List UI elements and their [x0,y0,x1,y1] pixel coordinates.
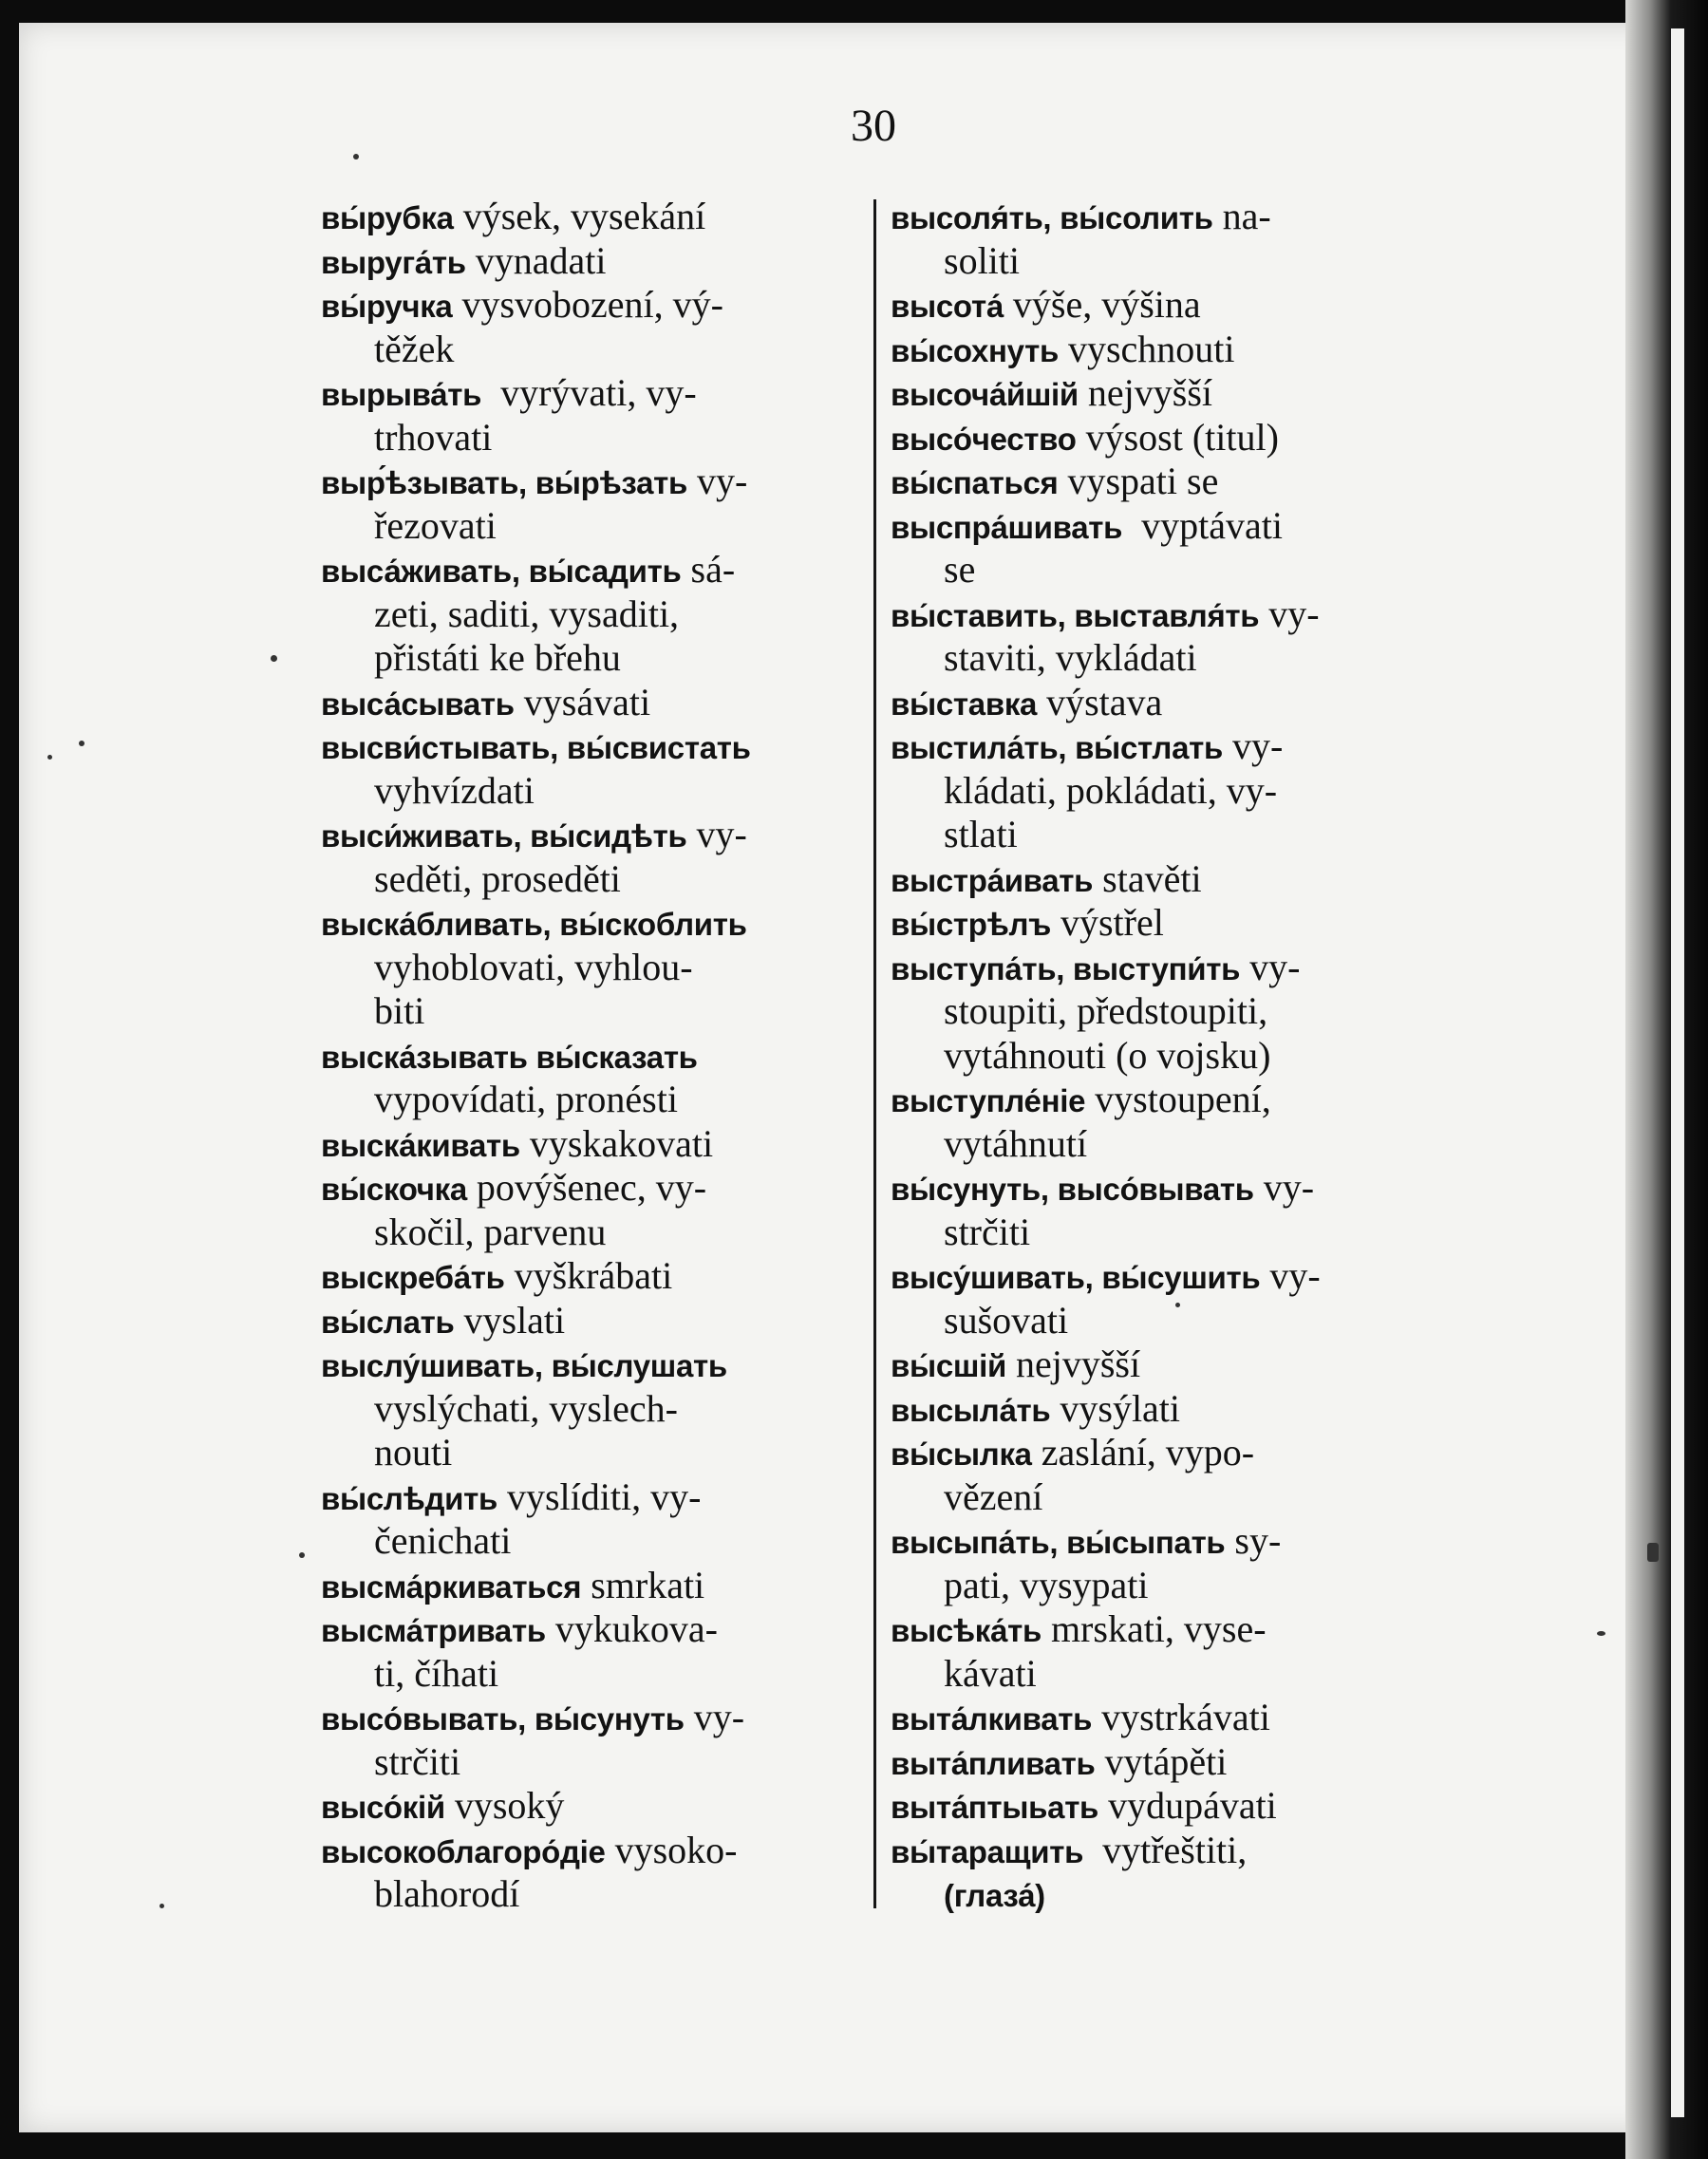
translation: vy- [686,813,747,855]
page-edge-shadow [1625,0,1708,2159]
dictionary-continuation-line [321,328,857,372]
dictionary-entry-line [891,1696,1427,1740]
headword: вырыва́ть [321,377,482,412]
headword: выстра́ивать [891,862,1094,898]
translation: vyskakovati [519,1121,714,1165]
dictionary-continuation-line [891,1564,1427,1608]
dictionary-entry-line [321,1122,857,1167]
dictionary-continuation-line [891,1034,1427,1079]
headword: высо́вывать, вы́сунуть [321,1701,685,1737]
translation: sá- [681,548,736,591]
dictionary-entry-line [891,195,1427,239]
print-speck [1175,1303,1180,1307]
translation: pati, vysypati [944,1563,1149,1606]
dictionary-continuation-line [891,989,1427,1034]
translation: vysoký [444,1784,565,1827]
translation: vyškrábati [504,1254,673,1297]
headword: (глаза́) [944,1878,1045,1913]
translation: zaslání, vypo- [1031,1431,1255,1474]
headword: вы́ставить, выставля́ть [891,597,1260,633]
headword: высма́тривать [321,1613,546,1648]
headword: вы́сылка [891,1436,1032,1472]
dictionary-continuation-line [891,636,1427,681]
dictionary-continuation-line [891,813,1427,857]
translation: vyschnouti [1058,327,1235,370]
dictionary-continuation-line [891,1122,1427,1167]
dictionary-entry-line [321,1784,857,1829]
headword: выступле́ніе [891,1083,1086,1118]
headword: выскреба́ть [321,1260,505,1295]
translation: smrkati [581,1563,705,1606]
headword: высу́шивать, вы́сушить [891,1260,1261,1295]
translation: vy- [686,460,748,502]
dictionary-entry-line [321,371,857,416]
translation: vypovídati, pronésti [374,1078,678,1120]
translation: seděti, proseděti [374,856,621,900]
column-divider [873,199,876,1908]
page-edge-strip [1671,28,1684,2117]
print-speck [299,1552,305,1558]
translation: vyhvízdati [374,768,535,812]
print-speck [1597,1631,1605,1636]
dictionary-continuation-line [891,1211,1427,1255]
dictionary-continuation-line [321,636,857,681]
translation: vyptávati [1122,503,1283,547]
translation: ti, číhati [374,1651,499,1695]
dictionary-entry-line [321,1607,857,1652]
translation: sy- [1225,1519,1282,1562]
translation: vydupávati [1098,1784,1277,1827]
dictionary-entry-line [321,1166,857,1211]
translation: blahorodí [374,1872,520,1915]
print-speck [1647,1543,1659,1562]
headword: высыпа́ть, вы́сыпать [891,1525,1226,1560]
dictionary-continuation-line [321,769,857,814]
dictionary-entry-line [891,1431,1427,1475]
dictionary-entry-line [891,1607,1427,1652]
headword: выта́лкивать [891,1701,1093,1737]
translation: stlati [944,813,1018,855]
page-number: 30 [851,101,896,151]
dictionary-entry-line [321,1829,857,1873]
translation: strčiti [944,1210,1031,1253]
dictionary-continuation-line [891,1475,1427,1520]
dictionary-continuation-line [321,1078,857,1122]
headword: высма́ркиваться [321,1568,582,1605]
dictionary-entry-line [891,857,1427,902]
translation: vytápěti [1095,1739,1228,1783]
headword: выступа́ть, выступи́ть [891,950,1241,986]
translation: strčiti [374,1739,461,1783]
dictionary-continuation-line [321,504,857,549]
dictionary-entry-line [891,592,1427,637]
dictionary-continuation-line [321,1431,857,1475]
headword: высоля́ть, вы́солить [891,200,1213,235]
dictionary-continuation-line [321,1387,857,1432]
headword: выта́птыьать [891,1790,1099,1825]
dictionary-entry-line [321,1342,857,1387]
translation: přistáti ke břehu [374,636,621,679]
dictionary-entry-line [891,504,1427,549]
dictionary-entry-line [891,1166,1427,1211]
headword: выса́сывать [321,685,515,722]
headword: высо́кій [321,1790,445,1825]
dictionary-continuation-line [321,1211,857,1255]
dictionary-continuation-line [321,1519,857,1564]
dictionary-continuation-line [321,857,857,902]
headword: вы́слать [321,1304,455,1340]
translation: vysýlati [1050,1386,1181,1430]
translation: vytřeštiti, [1083,1828,1248,1871]
translation: vyhoblovati, vyhlou- [374,945,693,988]
translation: nejvyšší [1005,1342,1141,1385]
translation: vyslýchati, vyslech- [374,1386,678,1430]
headword: выта́пливать [891,1745,1096,1781]
translation: vykukova- [545,1607,718,1650]
translation: výsek, vysekání [453,195,706,237]
dictionary-entry-line [891,416,1427,460]
translation: vysávati [514,680,651,723]
headword: выси́живать, вы́сидѣть [321,818,687,854]
dictionary-entry-line [891,1342,1427,1387]
print-speck [47,755,52,760]
headword: высота́ [891,289,1004,324]
dictionary-entry-line [891,1740,1427,1785]
translation: kládati, pokládati, vy- [944,768,1278,812]
translation: vy- [1259,591,1320,635]
print-speck [160,1904,164,1908]
dictionary-entry-line [891,371,1427,416]
dictionary-continuation-line [891,1652,1427,1697]
headword: высви́стывать, вы́свистать [321,730,751,765]
dictionary-entry-line [891,460,1427,504]
headword: выр́ѣзывать, вы́рѣзать [321,465,687,500]
translation: výstřel [1050,901,1164,944]
headword: выска́зывать вы́сказать [321,1039,698,1075]
dictionary-entry-line [321,283,857,328]
dictionary-entry-line [891,1784,1427,1829]
translation: povýšenec, vy- [466,1166,707,1209]
dictionary-entry-line [321,548,857,592]
print-speck [353,154,359,160]
dictionary-entry-line [321,1564,857,1608]
translation: trhovati [374,415,493,459]
dictionary-continuation-line [891,239,1427,284]
translation: vyrývati, vy- [481,371,697,414]
dictionary-entry-line [891,283,1427,328]
headword: вы́спаться [891,465,1059,500]
translation: výsost (titul) [1076,415,1279,459]
translation: vyslati [454,1298,566,1342]
right-column [891,195,1427,1917]
dictionary-continuation-line [321,592,857,637]
headword: высыла́ть [891,1392,1051,1428]
translation: vězení [944,1474,1043,1518]
dictionary-entry-line [891,681,1427,725]
translation: sušovati [944,1298,1069,1342]
translation: kávati [944,1651,1037,1695]
headword: выска́кивать [321,1127,520,1163]
translation: vysoko- [605,1828,738,1871]
dictionary-entry-line [321,813,857,857]
dictionary-entry-line [891,901,1427,946]
dictionary-continuation-line [891,1299,1427,1343]
headword: вы́сшій [891,1348,1006,1383]
translation: vy- [1260,1254,1321,1297]
dictionary-entry-line [891,724,1427,769]
print-speck [271,655,277,662]
translation: vytáhnouti (o vojsku) [944,1033,1271,1077]
translation: výstava [1037,680,1163,723]
headword: высо́чество [891,421,1077,457]
dictionary-entry-line [321,195,857,239]
dictionary-entry-line [891,1829,1427,1873]
dictionary-entry-line [891,946,1427,990]
dictionary-entry-line [891,1872,1427,1917]
dictionary-continuation-line [321,1872,857,1917]
translation: vytáhnutí [944,1121,1088,1165]
headword: вы́слѣдить [321,1480,497,1516]
headword: вы́рубка [321,200,454,235]
dictionary-entry-line [321,1696,857,1740]
translation: staviti, vykládati [944,636,1197,679]
dictionary-entry-line [321,1254,857,1299]
translation: vyslíditi, vy- [497,1474,702,1518]
headword: вы́сунуть, высо́вывать [891,1172,1254,1207]
translation: nouti [374,1431,453,1474]
headword: высѣка́ть [891,1613,1042,1648]
headword: вы́скочка [321,1172,467,1207]
dictionary-continuation-line [321,416,857,460]
translation: těžek [374,327,455,370]
translation: vy- [1223,724,1284,767]
headword: выстила́ть, вы́стлать [891,730,1223,765]
translation: stoupiti, předstoupiti, [944,989,1268,1032]
left-column [321,195,857,1917]
headword: выруга́ть [321,244,466,280]
headword: вы́ручка [321,289,453,324]
dictionary-entry-line [321,239,857,284]
translation: vy- [684,1696,745,1738]
translation: výše, výšina [1003,283,1201,326]
headword: выслу́шивать, вы́слушать [321,1348,727,1383]
headword: выспра́шивать [891,509,1123,545]
translation: vyspati se [1058,460,1219,502]
translation: nejvyšší [1078,371,1213,414]
dictionary-continuation-line [321,1652,857,1697]
dictionary-continuation-line [891,769,1427,814]
dictionary-continuation-line [321,989,857,1034]
headword: вы́таращить [891,1833,1084,1869]
dictionary-entry-line [321,681,857,725]
translation: biti [374,989,425,1032]
translation: stavěti [1093,856,1202,900]
translation: se [944,548,976,591]
headword: вы́ставка [891,685,1038,722]
translation: na- [1212,195,1271,237]
translation: vy- [1253,1166,1315,1209]
translation: vynadati [465,238,607,282]
translation: vystrkávati [1092,1696,1270,1738]
dictionary-entry-line [891,1078,1427,1122]
dictionary-continuation-line [891,548,1427,592]
headword: высоча́йшій [891,377,1079,412]
translation: vystoupení, [1085,1078,1271,1120]
headword: выса́живать, вы́садить [321,554,682,589]
print-speck [79,741,84,746]
headword: высокоблагоро́діе [321,1833,606,1869]
translation: soliti [944,238,1021,282]
dictionary-entry-line [321,1034,857,1079]
dictionary-continuation-line [321,1740,857,1785]
translation: mrskati, vyse- [1041,1607,1267,1650]
translation: zeti, saditi, vysaditi, [374,591,680,635]
headword: вы́сохнуть [891,332,1059,368]
dictionary-entry-line [891,1387,1427,1432]
translation: vysvobození, vý- [452,283,723,326]
dictionary-entry-line [891,1254,1427,1299]
dictionary-continuation-line [321,946,857,990]
dictionary-entry-line [321,1475,857,1520]
translation: čenichati [374,1519,512,1562]
dictionary-entry-line [891,328,1427,372]
dictionary-entry-line [321,901,857,946]
headword: вы́стрѣлъ [891,907,1051,942]
translation: skočil, parvenu [374,1210,607,1253]
translation: vy- [1240,945,1301,988]
dictionary-entry-line [321,724,857,769]
dictionary-entry-line [891,1519,1427,1564]
headword: выска́бливать, вы́скоблить [321,907,747,942]
translation: řezovati [374,503,497,547]
dictionary-entry-line [321,460,857,504]
dictionary-entry-line [321,1299,857,1343]
